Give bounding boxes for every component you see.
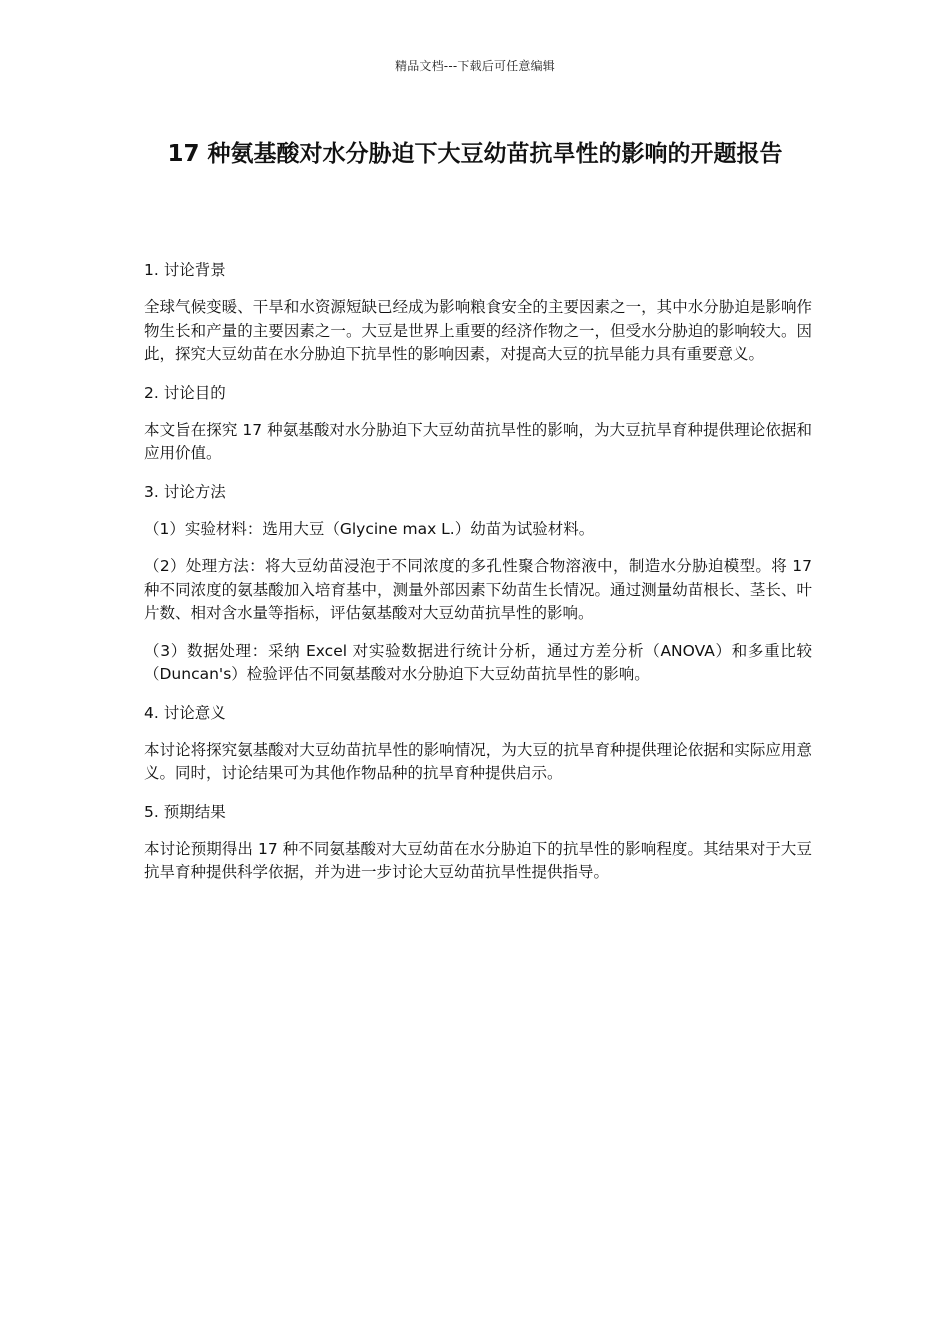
section-heading: 3. 讨论方法 (144, 482, 226, 501)
paragraph: 本文旨在探究 17 种氨基酸对水分胁迫下大豆幼苗抗旱性的影响，为大豆抗旱育种提供理论依据和应用价值。 (144, 420, 812, 462)
section-heading: 5. 预期结果 (144, 802, 226, 821)
section-purpose (144, 381, 812, 466)
paragraph: 全球气候变暖、干旱和水资源短缺已经成为影响粮食安全的主要因素之一，其中水分胁迫是影响作物生长和产量的主要因素之一。大豆是世界上重要的经济作物之一，但受水分胁迫的影响较大。因此，探究大豆幼苗在水分胁迫下抗旱性的影响因素，对提高大豆的抗旱能力具有重要意义。 (144, 298, 812, 363)
section-heading: 1. 讨论背景 (144, 261, 226, 279)
paragraph: 本讨论预期得出 17 种不同氨基酸对大豆幼苗在水分胁迫下的抗旱性的影响程度。其结果对于大豆抗旱育种提供科学依据，并为进一步讨论大豆幼苗抗旱性提供指导。 (144, 839, 812, 881)
section-heading: 4. 讨论意义 (144, 703, 226, 722)
section-methods (144, 480, 812, 687)
paragraph-data-processing: （3）数据处理：采纳 Excel 对实验数据进行统计分析，通过方差分析（ANOVA）和多重比较（Duncan's）检验评估不同氨基酸对水分胁迫下大豆幼苗抗旱性的影响。 (144, 641, 812, 683)
section-expected-results (144, 800, 812, 885)
section-background (144, 258, 812, 367)
paragraph: 本讨论将探究氨基酸对大豆幼苗抗旱性的影响情况，为大豆的抗旱育种提供理论依据和实际应用意义。同时，讨论结果可为其他作物品种的抗旱育种提供启示。 (144, 740, 812, 782)
paragraph-treatment: （2）处理方法：将大豆幼苗浸泡于不同浓度的多孔性聚合物溶液中，制造水分胁迫模型。将 17 种不同浓度的氨基酸加入培育基中，测量外部因素下幼苗生长情况。通过测量幼苗根长、茎长、叶片数、相对含水量等指标，评估氨基酸对大豆幼苗抗旱性的影响。 (144, 557, 812, 622)
header-note: 精品文档---下载后可任意编辑 (395, 59, 555, 73)
section-heading: 2. 讨论目的 (144, 383, 226, 402)
section-significance (144, 701, 812, 786)
document-title: 17 种氨基酸对水分胁迫下大豆幼苗抗旱性的影响的开题报告 (167, 141, 783, 167)
document-body (144, 258, 812, 899)
paragraph-materials: （1）实验材料：选用大豆（Glycine max L.）幼苗为试验材料。 (144, 519, 595, 538)
